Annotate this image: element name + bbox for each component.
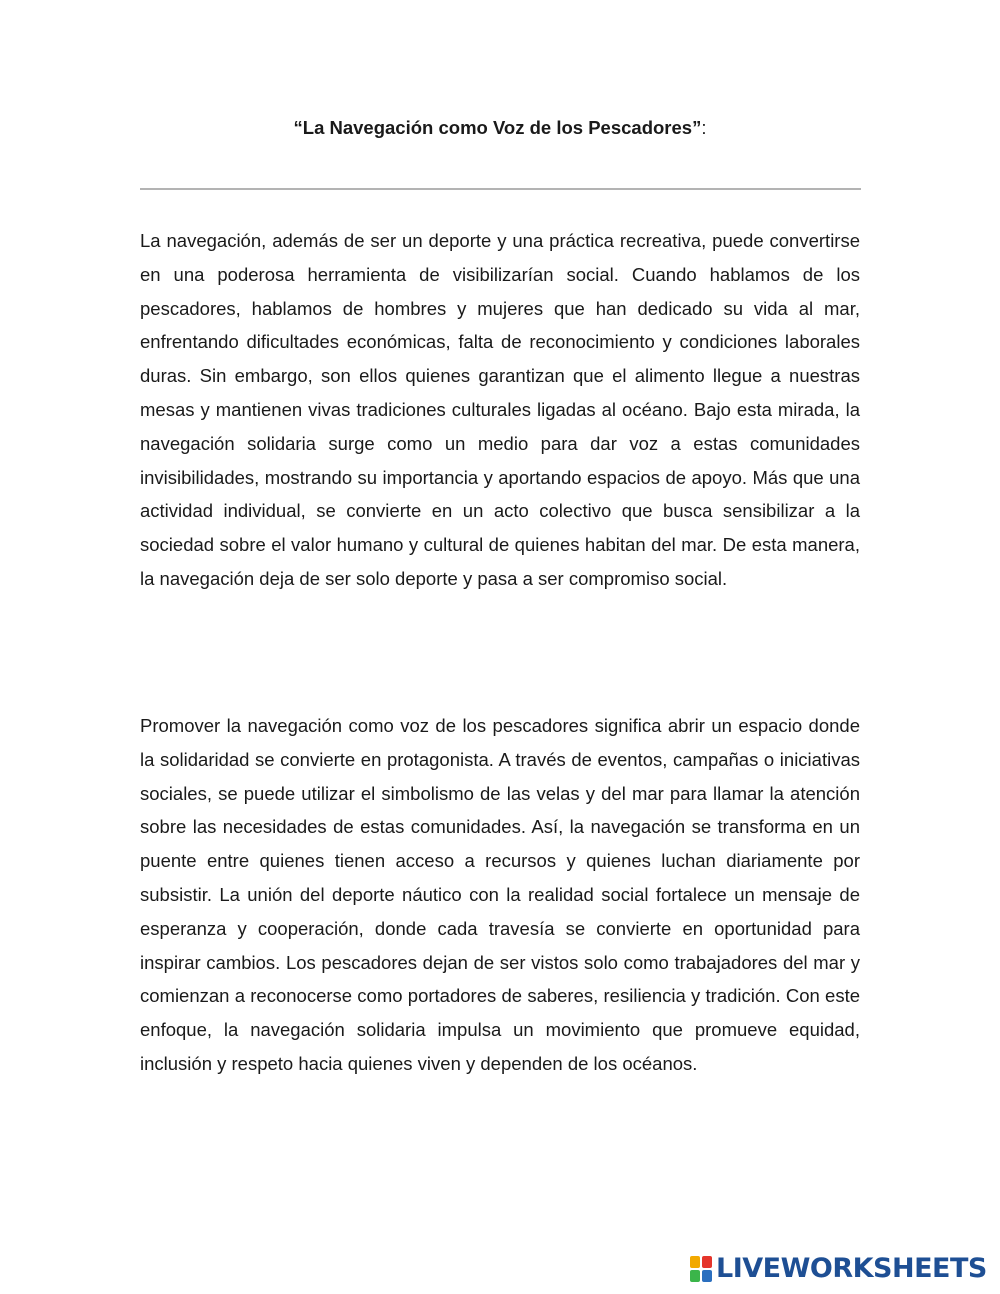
- paragraph-1: La navegación, además de ser un deporte y una práctica recreativa, puede convertirse en una poderosa herramienta de visibilizarían social. Cuando hablamos de los pescadores, hablamos de hombres y mujeres que han dedicado su vida al mar, enfrentando dificultades económicas, falta de reconocimiento y condiciones laborales duras. Sin embargo, son ellos quienes garantizan que el alimento llegue a nuestras mesas y mantienen vivas tradiciones culturales ligadas al océano. Bajo esta mirada, la navegación solidaria surge como un medio para dar voz a estas comunidades invisibilidades, mostrando su importancia y aportando espacios de apoyo. Más que una actividad individual, se convierte en un acto colectivo que busca sensibilizar a la sociedad sobre el valor humano y cultural de quienes habitan del mar. De esta manera, la navegación deja de ser solo deporte y pasa a ser compromiso social.: [140, 230, 860, 589]
- liveworksheets-logo-icon: [690, 1256, 712, 1282]
- document-title: [140, 116, 860, 140]
- paragraph-2: Promover la navegación como voz de los pescadores significa abrir un espacio donde la solidaridad se convierte en protagonista. A través de eventos, campañas o iniciativas sociales, se puede utilizar el simbolismo de las velas y del mar para llamar la atención sobre las necesidades de estas comunidades. Así, la navegación se transforma en un puente entre quienes tienen acceso a recursos y quienes luchan diariamente por subsistir. La unión del deporte náutico con la realidad social fortalece un mensaje de esperanza y cooperación, donde cada travesía se convierte en oportunidad para inspirar cambios. Los pescadores dejan de ser vistos solo como trabajadores del mar y comienzan a reconocerse como portadores de saberes, resiliencia y tradición. Con este enfoque, la navegación solidaria impulsa un movimiento que promueve equidad, inclusión y respeto hacia quienes viven y dependen de los océanos.: [140, 715, 860, 1074]
- document-title-text: “La Navegación como Voz de los Pescadores”: [293, 117, 702, 138]
- liveworksheets-logo-text: LIVEWORKSHEETS: [716, 1253, 987, 1284]
- horizontal-divider: [140, 188, 861, 190]
- liveworksheets-logo: [690, 1252, 987, 1286]
- document-title-colon: :: [701, 117, 707, 138]
